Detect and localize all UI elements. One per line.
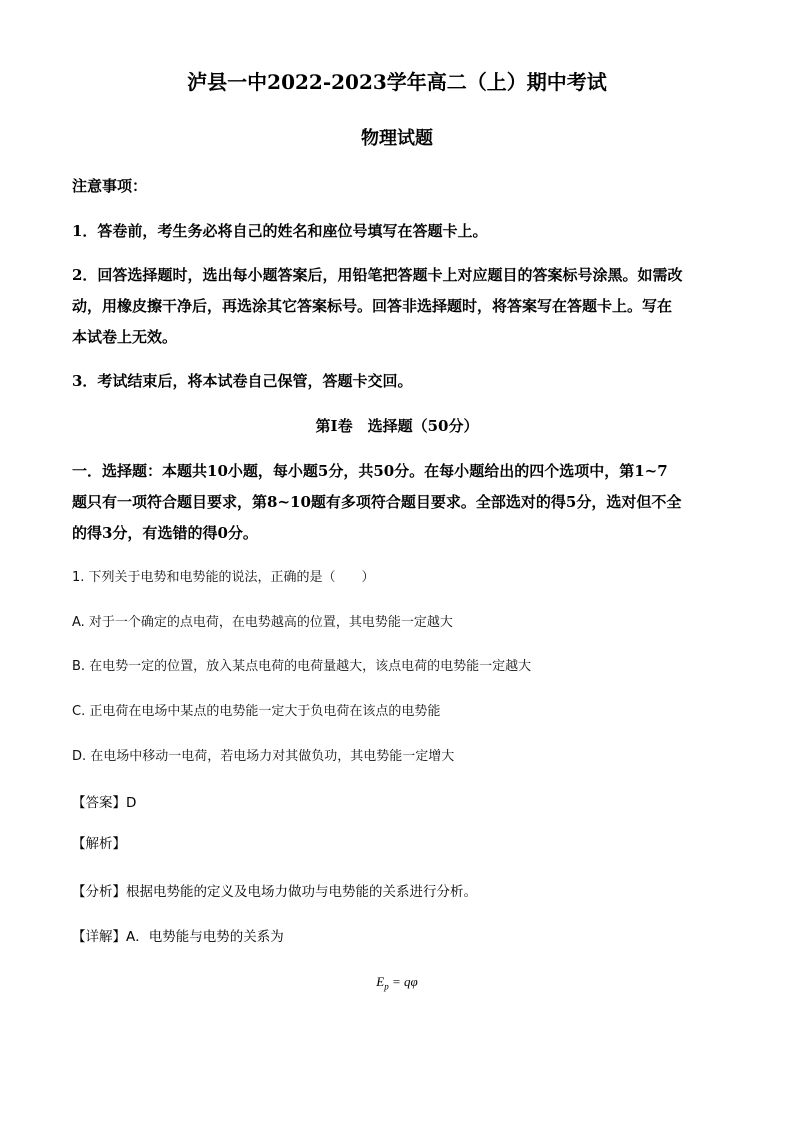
fenxi-tag: 【分析】 — [72, 884, 126, 900]
section-instruction-line-2: 题只有一项符合题目要求，第8~10题有多项符合题目要求。全部选对的得5分，选对但不全 — [72, 493, 682, 511]
section-title: 第I卷 选择题（50分） — [315, 417, 479, 435]
question-1-option-d: D. 在电场中移动一电荷，若电场力对其做负功，其电势能一定增大 — [72, 749, 455, 764]
formula-subscript: p — [384, 981, 389, 992]
exam-subtitle: 物理试题 — [361, 128, 433, 149]
detail-tag: 【详解】 — [72, 929, 126, 945]
answer-value: D — [126, 795, 137, 811]
question-1-option-a: A. 对于一个确定的点电荷，在电势越高的位置，其电势能一定越大 — [72, 615, 453, 630]
potential-energy-formula — [0, 974, 794, 992]
notice-item-1: 1．答卷前，考生务必将自己的姓名和座位号填写在答题卡上。 — [72, 222, 488, 240]
notice-item-2-line-2: 动，用橡皮擦干净后，再选涂其它答案标号。回答非选择题时，将答案写在答题卡上。写在 — [72, 297, 673, 315]
answer-line — [72, 794, 136, 811]
notice-item-3: 3．考试结束后，将本试卷自己保管，答题卡交回。 — [72, 372, 413, 390]
detail-line — [72, 928, 284, 945]
notice-item-2-line-1: 2．回答选择题时，选出每小题答案后，用铅笔把答题卡上对应题目的答案标号涂黑。如需改 — [72, 266, 683, 284]
section-instruction-line-3: 的得3分，有选错的得0分。 — [72, 524, 258, 542]
notice-item-2-line-3: 本试卷上无效。 — [72, 328, 178, 346]
question-1-option-c: C. 正电荷在电场中某点的电势能一定大于负电荷在该点的电势能 — [72, 704, 441, 719]
exam-title: 泸县一中2022-2023学年高二（上）期中考试 — [187, 70, 607, 94]
formula-lhs: E — [376, 974, 385, 989]
notice-heading: 注意事项： — [72, 177, 148, 195]
formula-rhs: = qφ — [388, 974, 418, 989]
question-1-option-b: B. 在电势一定的位置，放入某点电荷的电荷量越大，该点电荷的电势能一定越大 — [72, 659, 532, 674]
section-instruction-line-1: 一．选择题：本题共10小题，每小题5分，共50分。在每小题给出的四个选项中，第1~7 — [72, 462, 668, 480]
fenxi-line — [72, 883, 477, 900]
answer-tag: 【答案】 — [72, 795, 126, 811]
question-1-stem: 1. 下列关于电势和电势能的说法，正确的是（ ） — [72, 570, 375, 585]
analysis-tag: 【解析】 — [72, 836, 126, 852]
fenxi-text: 根据电势能的定义及电场力做功与电势能的关系进行分析。 — [126, 884, 477, 900]
detail-text: A．电势能与电势的关系为 — [126, 929, 284, 945]
